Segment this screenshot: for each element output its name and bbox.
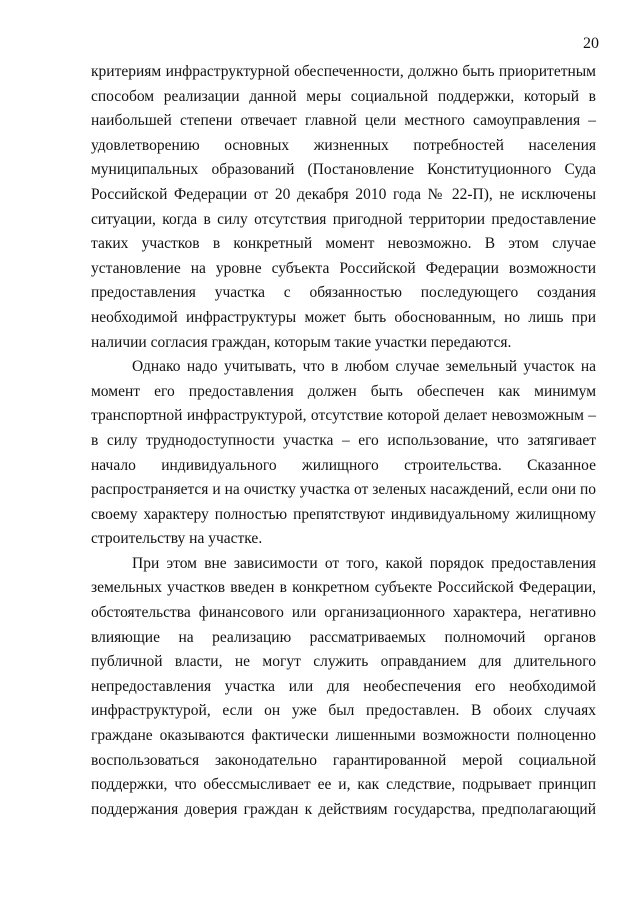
paragraph-3: При этом вне зависимости от того, какой порядок предоставления земельных участков введен в конкретном субъекте Российской Федерации, обстоятельства финансового или организационного характера, негативно влияющие на реализацию рассматриваемых полномочий органов публичной власти, не могут служить оправданием для длительного непредоставления участка или для необеспечения его необходимой инфраструктурой, если он уже был предоставлен. В обоих случаях граждане оказываются фактически лишенными возможности полноценно воспользоваться законодательно гарантированной мерой социальной поддержки, что обессмысливает ее и, как следствие, подрывает принцип поддержания доверия граждан к действиям государства, предполагающий (91, 554, 596, 818)
document-body (91, 60, 596, 822)
page-number: 20 (583, 35, 599, 52)
paragraph-2: Однако надо учитывать, что в любом случае земельный участок на момент его предоставления должен быть обеспечен как минимум транспортной инфраструктурой, отсутствие которой делает невозможным – в силу труднодоступности участка – его использование, что затягивает начало индивидуального жилищного строительства. Сказанное распространяется и на очистку участка от зеленых насаждений, если они по своему характеру полностью препятствуют индивидуальному жилищному строительству на участке. (91, 358, 596, 548)
paragraph-1: критериям инфраструктурной обеспеченности, должно быть приоритетным способом реализации данной меры социальной поддержки, который в наибольшей степени отвечает главной цели местного самоуправления – удовлетворению основных жизненных потребностей населения муниципальных образований (Постановление Конституционного Суда Российской Федерации от 20 декабря 2010 года № 22-П), не исключены ситуации, когда в силу отсутствия пригодной территории предоставление таких участков в конкретный момент невозможно. В этом случае установление на уровне субъекта Российской Федерации возможности предоставления участка с обязанностью последующего создания необходимой инфраструктуры может быть обоснованным, но лишь при наличии согласия граждан, которым такие участки передаются. (91, 63, 596, 351)
